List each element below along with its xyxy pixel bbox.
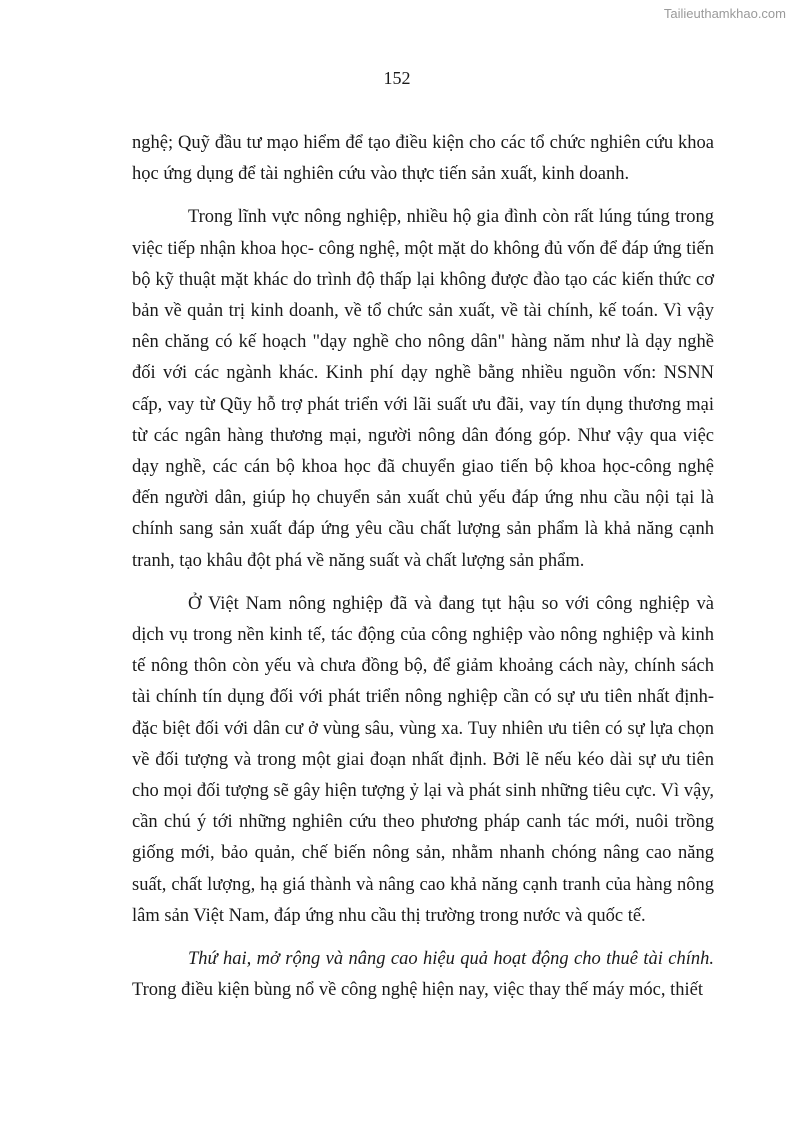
paragraph-2: Trong lĩnh vực nông nghiệp, nhiều hộ gia đình còn rất lúng túng trong việc tiếp nhận khoa học- công nghệ, một mặt do không đủ vốn để đáp ứng tiến bộ kỹ thuật mặt khác do trình độ thấp lại không được đào tạo các kiến thức cơ bản về quản trị kinh doanh, về tổ chức sản xuất, về tài chính, kế toán. Vì vậy nên chăng có kế hoạch "dạy nghề cho nông dân" hàng năm như là dạy nghề đối với các ngành khác. Kinh phí dạy nghề bằng nhiều nguồn vốn: NSNN cấp, vay từ Qũy hỗ trợ phát triển với lãi suất ưu đãi, vay tín dụng thương mại từ các ngân hàng thương mại, người nông dân đóng góp. Như vậy qua việc dạy nghề, các cán bộ khoa học đã chuyển giao tiến bộ khoa học-công nghệ đến người dân, giúp họ chuyển sản xuất chủ yếu đáp ứng nhu cầu nội tại là chính sang sản xuất đáp ứng yêu cầu chất lượng sản phẩm là khả năng cạnh tranh, tạo khâu đột phá về năng suất và chất lượng sản phẩm. [132,207,714,571]
body-text [132,128,714,1006]
watermark: Tailieuthamkhao.com [663,6,786,21]
section-heading: Thứ hai, mở rộng và nâng cao hiệu quả hoạt động cho thuê tài chính. [188,949,714,970]
paragraph-1: nghệ; Quỹ đầu tư mạo hiểm để tạo điều kiện cho các tổ chức nghiên cứu khoa học ứng dụng để tài nghiên cứu vào thực tiến sản xuất, kinh doanh. [132,133,714,185]
paragraph-4-text: Trong điều kiện bùng nổ về công nghệ hiện nay, việc thay thế máy móc, thiết [132,980,703,1001]
paragraph-4 [132,944,714,1006]
page-number: 152 [383,68,411,88]
paragraph-3: Ở Việt Nam nông nghiệp đã và đang tụt hậu so với công nghiệp và dịch vụ trong nền kinh tế, tác động của công nghiệp vào nông nghiệp và kinh tế nông thôn còn yếu và chưa đồng bộ, để giảm khoảng cách này, chính sách tài chính tín dụng đối với phát triển nông nghiệp cần có sự ưu tiên nhất định-đặc biệt đối với dân cư ở vùng sâu, vùng xa. Tuy nhiên ưu tiên có sự lựa chọn về đối tượng và trong một giai đoạn nhất định. Bởi lẽ nếu kéo dài sự ưu tiên cho mọi đối tượng sẽ gây hiện tượng ỷ lại và phát sinh những tiêu cực. Vì vậy, cần chú ý tới những nghiên cứu theo phương pháp canh tác mới, nuôi trồng giống mới, bảo quản, chế biến nông sản, nhằm nhanh chóng nâng cao năng suất, chất lượng, hạ giá thành và nâng cao khả năng cạnh tranh của hàng nông lâm sản Việt Nam, đáp ứng nhu cầu thị trường trong nước và quốc tế. [132,593,714,926]
